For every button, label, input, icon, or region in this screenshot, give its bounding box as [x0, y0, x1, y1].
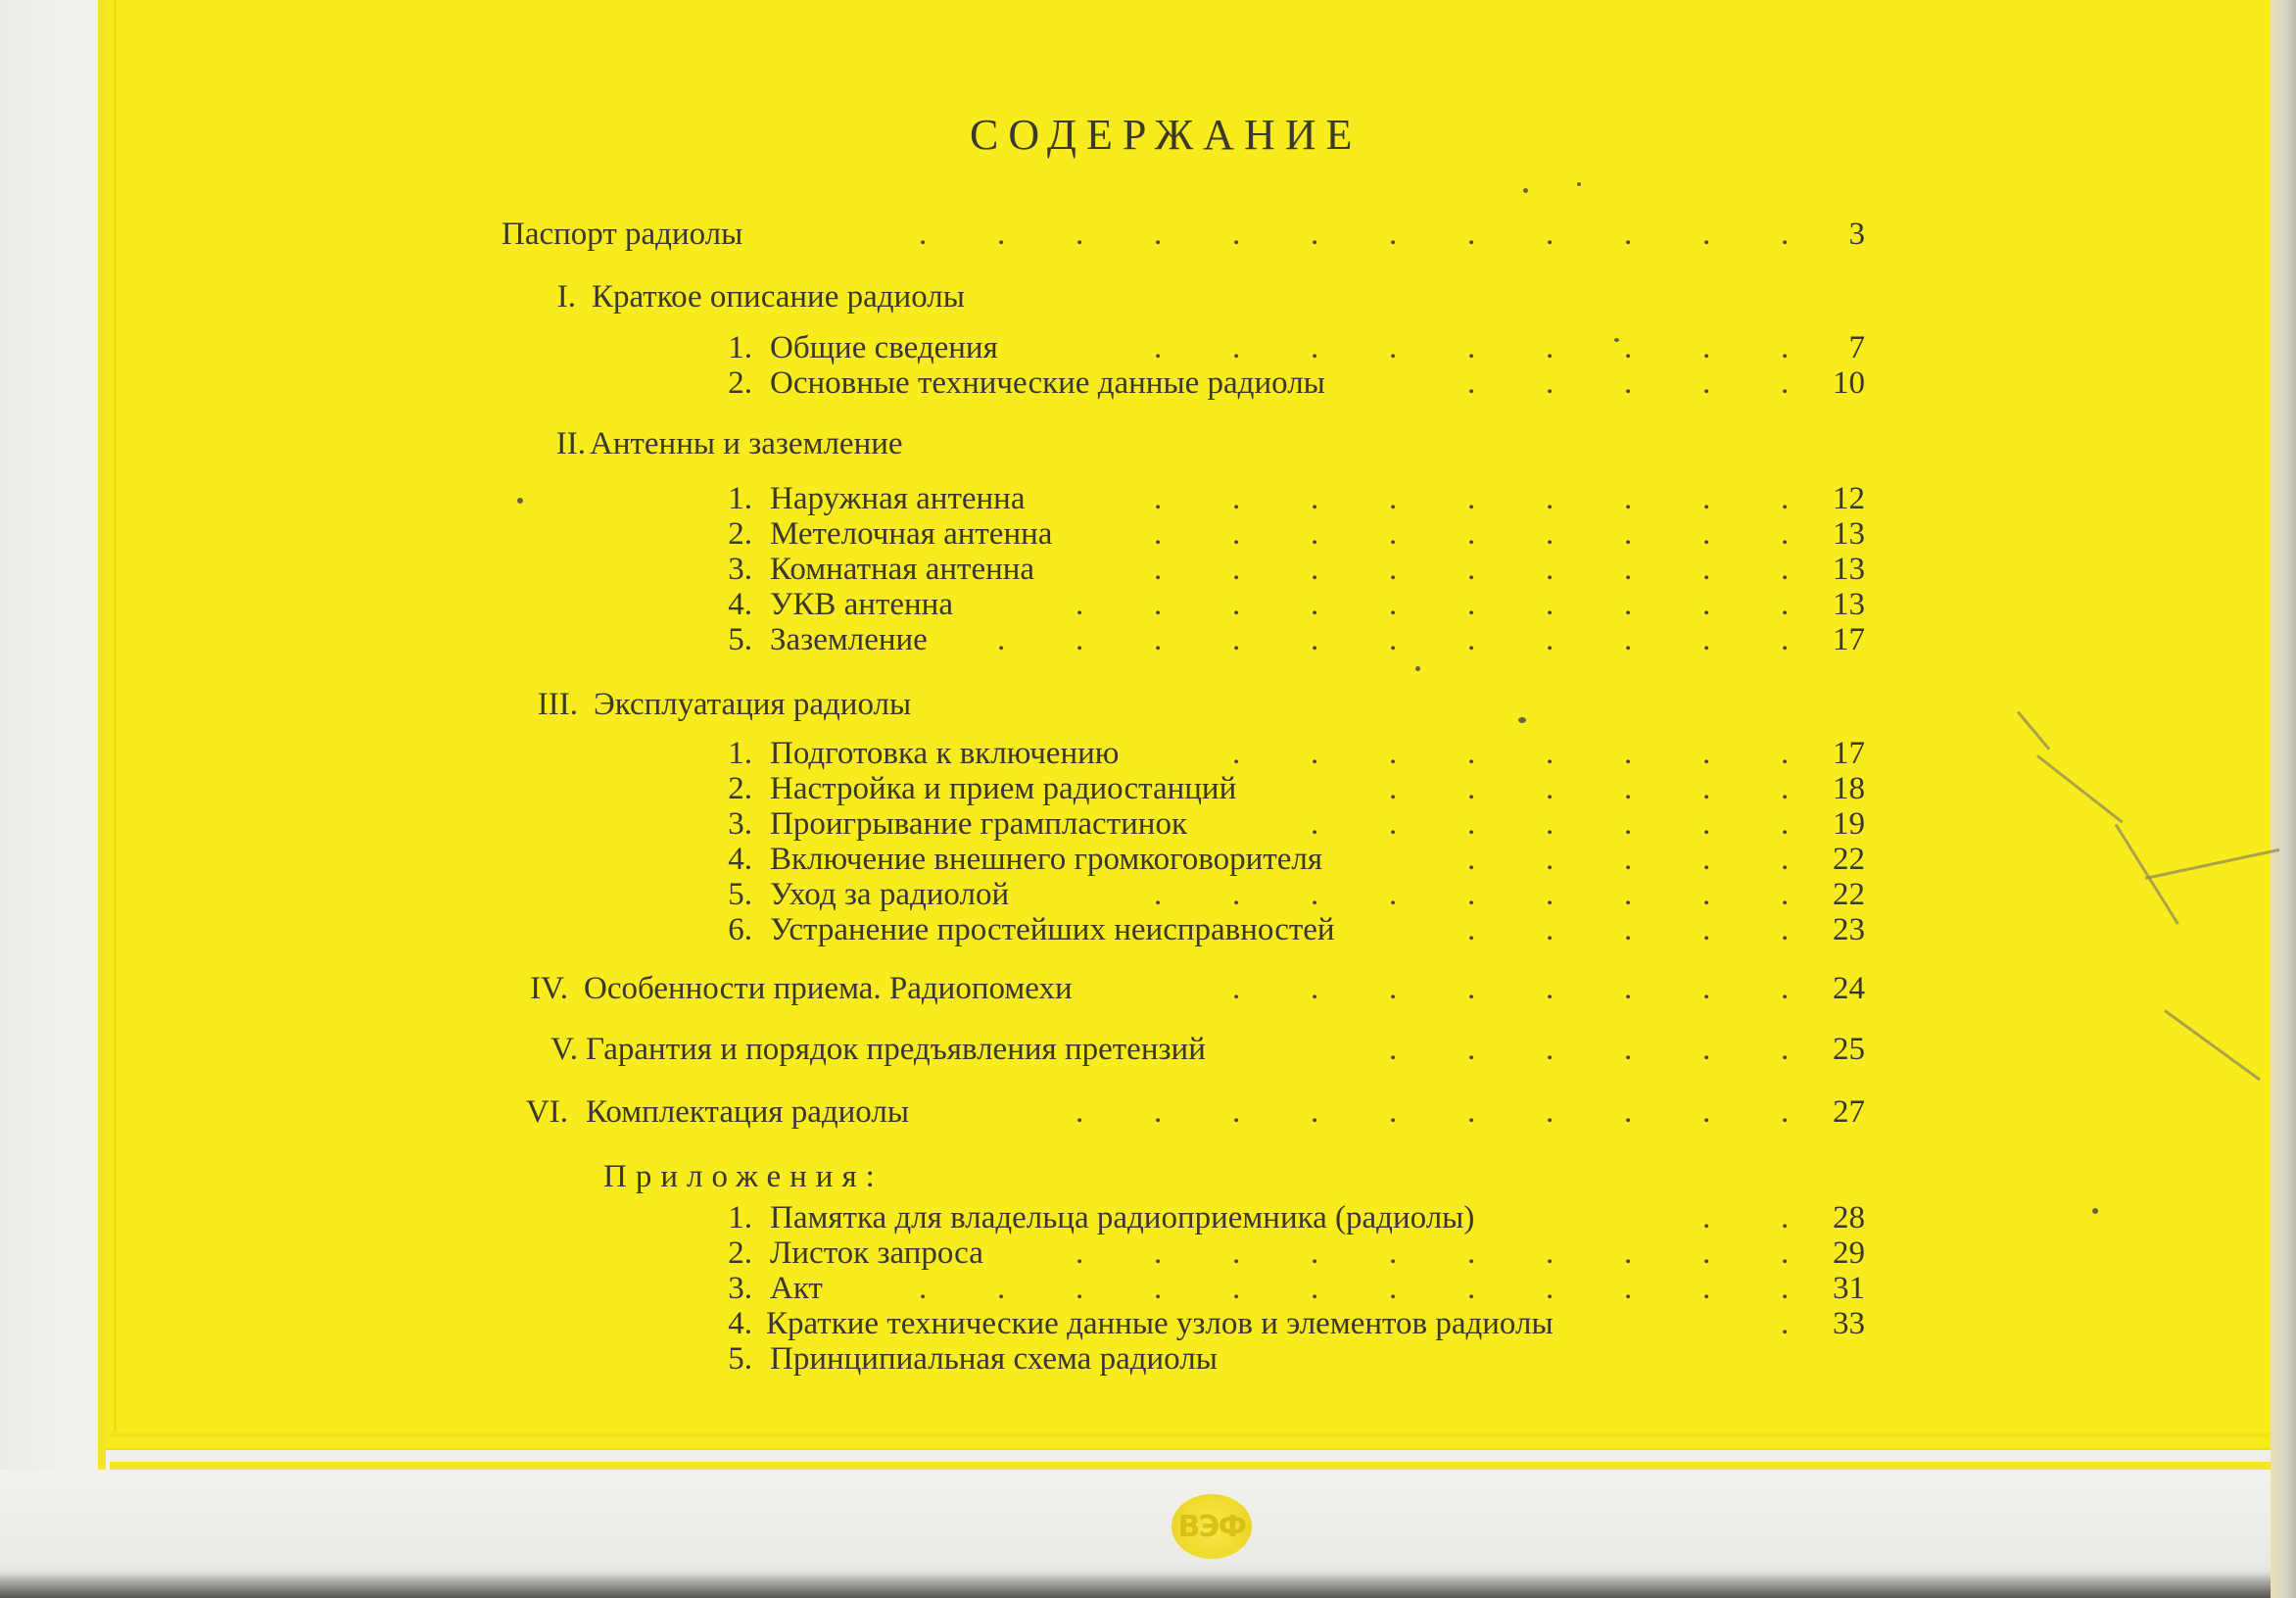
- leader-dot: .: [1702, 1235, 1711, 1271]
- leader-dot: .: [1702, 1032, 1711, 1067]
- leader-dot: .: [1624, 365, 1633, 401]
- leader-dot: .: [1702, 912, 1711, 947]
- leader-dot: .: [1781, 1235, 1790, 1271]
- leader-dot: .: [1624, 481, 1633, 516]
- leader-dot: .: [1546, 1032, 1555, 1067]
- toc-item-number: 1.: [728, 1200, 752, 1235]
- leader-dot: .: [1781, 516, 1790, 552]
- leader-dot: .: [1624, 330, 1633, 365]
- toc-row: [0, 482, 2296, 515]
- leader-dot: .: [1467, 552, 1476, 587]
- toc-page-number: 19: [1833, 806, 1865, 842]
- leader-dot: .: [1546, 587, 1555, 622]
- leader-dot: .: [1624, 971, 1633, 1006]
- leader-dot: .: [1702, 736, 1711, 771]
- leader-dot: .: [1702, 217, 1711, 252]
- toc-item-number: 5.: [728, 1341, 752, 1377]
- toc-row: [0, 1236, 2296, 1270]
- toc-page-number: 3: [1848, 217, 1865, 252]
- leader-dot: .: [1781, 1306, 1790, 1341]
- toc-row: [0, 1201, 2296, 1235]
- leader-dot: .: [1781, 1271, 1790, 1306]
- toc-item-number: 2.: [728, 771, 752, 806]
- toc-row: [0, 737, 2296, 770]
- leader-dot: .: [1702, 1271, 1711, 1306]
- toc-item-label: Метелочная антенна: [770, 516, 1053, 552]
- leader-dot: .: [1389, 1032, 1398, 1067]
- leader-dot: .: [1624, 622, 1633, 657]
- leader-dot: .: [1076, 217, 1084, 252]
- leader-dot: .: [1154, 516, 1163, 552]
- toc-row: [0, 1160, 2296, 1193]
- toc-section-number: III.: [537, 687, 578, 722]
- toc-item-number: 6.: [728, 912, 752, 947]
- appendix-heading: Приложения:: [603, 1159, 884, 1194]
- leader-dot: .: [1389, 330, 1398, 365]
- leader-dot: .: [1389, 217, 1398, 252]
- leader-dot: .: [1232, 330, 1241, 365]
- leader-dot: .: [1467, 365, 1476, 401]
- leader-dot: .: [1311, 736, 1319, 771]
- toc-row: [0, 1095, 2296, 1129]
- leader-dot: .: [1389, 552, 1398, 587]
- leader-dot: .: [1624, 771, 1633, 806]
- leader-dot: .: [1467, 217, 1476, 252]
- toc-item-label: Краткие технические данные узлов и элементов радиолы: [766, 1306, 1554, 1341]
- toc-section-label: Краткое описание радиолы: [592, 279, 965, 315]
- leader-dot: .: [1311, 552, 1319, 587]
- page-title: СОДЕРЖАНИЕ: [970, 111, 1363, 159]
- toc-section-number: VI.: [525, 1094, 568, 1130]
- toc-page-number: 13: [1833, 516, 1865, 552]
- leader-dot: .: [1389, 771, 1398, 806]
- toc-section-label: Паспорт радиолы: [502, 217, 743, 252]
- leader-dot: .: [1781, 842, 1790, 877]
- toc-row: [0, 331, 2296, 364]
- leader-dot: .: [997, 622, 1006, 657]
- leader-dot: .: [1624, 806, 1633, 842]
- leader-dot: .: [1232, 1094, 1241, 1130]
- leader-dot: .: [1624, 912, 1633, 947]
- toc-page-number: 23: [1833, 912, 1865, 947]
- leader-dot: .: [1389, 481, 1398, 516]
- toc-row: [0, 623, 2296, 656]
- toc-page-number: 18: [1833, 771, 1865, 806]
- toc-section-label: Гарантия и порядок предъявления претензий: [586, 1032, 1206, 1067]
- leader-dot: .: [1624, 587, 1633, 622]
- leader-dot: .: [1702, 842, 1711, 877]
- toc-row: [0, 1033, 2296, 1066]
- toc-item-label: Памятка для владельца радиоприемника (радиолы): [770, 1200, 1475, 1235]
- leader-dot: .: [1781, 330, 1790, 365]
- leader-dot: .: [1702, 1200, 1711, 1235]
- toc-section-label: Антенны и заземление: [590, 426, 903, 461]
- leader-dot: .: [1624, 842, 1633, 877]
- leader-dot: .: [1546, 481, 1555, 516]
- leader-dot: .: [1467, 1094, 1476, 1130]
- toc-section-number: II.: [555, 426, 586, 461]
- leader-dot: .: [1546, 971, 1555, 1006]
- leader-dot: .: [1781, 365, 1790, 401]
- leader-dot: .: [1467, 516, 1476, 552]
- leader-dot: .: [1546, 1271, 1555, 1306]
- leader-dot: .: [1467, 842, 1476, 877]
- leader-dot: .: [1546, 552, 1555, 587]
- leader-dot: .: [1702, 481, 1711, 516]
- leader-dot: .: [1781, 481, 1790, 516]
- toc-item-number: 1.: [728, 330, 752, 365]
- leader-dot: .: [1232, 736, 1241, 771]
- leader-dot: .: [1467, 736, 1476, 771]
- leader-dot: .: [1311, 330, 1319, 365]
- leader-dot: .: [1232, 971, 1241, 1006]
- toc-section-label: Комплектация радиолы: [586, 1094, 910, 1130]
- leader-dot: .: [1311, 1271, 1319, 1306]
- toc-row: [0, 843, 2296, 876]
- leader-dot: .: [1781, 912, 1790, 947]
- leader-dot: .: [919, 217, 928, 252]
- leader-dot: .: [1154, 330, 1163, 365]
- bottom-edge-shadow: [0, 1572, 2296, 1598]
- leader-dot: .: [1232, 552, 1241, 587]
- toc-item-label: Проигрывание грампластинок: [770, 806, 1187, 842]
- toc-item-label: Принципиальная схема радиолы: [770, 1341, 1218, 1377]
- toc-row: [0, 218, 2296, 251]
- leader-dot: .: [1546, 806, 1555, 842]
- toc-page-number: 17: [1833, 622, 1865, 657]
- leader-dot: .: [1781, 877, 1790, 912]
- toc-row: [0, 553, 2296, 586]
- toc-row: [0, 807, 2296, 841]
- toc-item-number: 3.: [728, 1271, 752, 1306]
- leader-dot: .: [1076, 1271, 1084, 1306]
- leader-dot: .: [1702, 365, 1711, 401]
- leader-dot: .: [1467, 1235, 1476, 1271]
- leader-dot: .: [1546, 217, 1555, 252]
- leader-dot: .: [1702, 971, 1711, 1006]
- leader-dot: .: [1154, 1271, 1163, 1306]
- toc-item-label: Заземление: [770, 622, 928, 657]
- toc-item-number: 4.: [728, 842, 752, 877]
- toc-page-number: 12: [1833, 481, 1865, 516]
- leader-dot: .: [1546, 1235, 1555, 1271]
- toc-item-number: 4.: [728, 1306, 752, 1341]
- leader-dot: .: [1232, 516, 1241, 552]
- leader-dot: .: [1624, 1032, 1633, 1067]
- leader-dot: .: [1311, 587, 1319, 622]
- leader-dot: .: [1702, 552, 1711, 587]
- leader-dot: .: [1702, 622, 1711, 657]
- toc-page-number: 17: [1833, 736, 1865, 771]
- leader-dot: .: [997, 217, 1006, 252]
- leader-dot: .: [1624, 516, 1633, 552]
- toc-page-number: 27: [1833, 1094, 1865, 1130]
- leader-dot: .: [1467, 1032, 1476, 1067]
- toc-item-number: 2.: [728, 1235, 752, 1271]
- leader-dot: .: [1781, 771, 1790, 806]
- leader-dot: .: [1154, 622, 1163, 657]
- leader-dot: .: [1546, 1094, 1555, 1130]
- toc-page-number: 28: [1833, 1200, 1865, 1235]
- leader-dot: .: [1467, 877, 1476, 912]
- leader-dot: .: [1467, 481, 1476, 516]
- leader-dot: .: [1389, 622, 1398, 657]
- toc-item-label: Включение внешнего громкоговорителя: [770, 842, 1323, 877]
- leader-dot: .: [1467, 330, 1476, 365]
- leader-dot: .: [1467, 1271, 1476, 1306]
- leader-dot: .: [1311, 1094, 1319, 1130]
- frame-bottom-line: [110, 1432, 2296, 1437]
- leader-dot: .: [1624, 1271, 1633, 1306]
- toc-page-number: 29: [1833, 1235, 1865, 1271]
- toc-row: [0, 688, 2296, 721]
- toc-row: [0, 588, 2296, 621]
- toc-page-number: 31: [1833, 1271, 1865, 1306]
- leader-dot: .: [1232, 1235, 1241, 1271]
- toc-page-number: 7: [1848, 330, 1865, 365]
- leader-dot: .: [1311, 481, 1319, 516]
- speck: [1523, 188, 1528, 193]
- toc-page-number: 33: [1833, 1306, 1865, 1341]
- leader-dot: .: [1624, 736, 1633, 771]
- leader-dot: .: [1311, 516, 1319, 552]
- leader-dot: .: [1311, 217, 1319, 252]
- leader-dot: .: [1311, 1235, 1319, 1271]
- toc-row: [0, 1342, 2296, 1376]
- leader-dot: .: [1232, 481, 1241, 516]
- leader-dot: .: [1232, 217, 1241, 252]
- leader-dot: .: [1076, 1235, 1084, 1271]
- leader-dot: .: [1546, 771, 1555, 806]
- toc-item-number: 1.: [728, 481, 752, 516]
- toc-row: [0, 427, 2296, 460]
- toc-item-label: Уход за радиолой: [770, 877, 1010, 912]
- leader-dot: .: [1154, 481, 1163, 516]
- toc-section-label: Особенности приема. Радиопомехи: [584, 971, 1073, 1006]
- leader-dot: .: [1311, 622, 1319, 657]
- leader-dot: .: [1624, 1235, 1633, 1271]
- toc-item-number: 3.: [728, 806, 752, 842]
- toc-item-label: Комнатная антенна: [770, 552, 1035, 587]
- leader-dot: .: [1781, 587, 1790, 622]
- toc-item-number: 1.: [728, 736, 752, 771]
- toc-section-label: Эксплуатация радиолы: [594, 687, 912, 722]
- leader-dot: .: [1467, 806, 1476, 842]
- toc-item-label: Общие сведения: [770, 330, 998, 365]
- leader-dot: .: [1076, 622, 1084, 657]
- leader-dot: .: [1311, 877, 1319, 912]
- leader-dot: .: [1546, 516, 1555, 552]
- leader-dot: .: [1781, 1032, 1790, 1067]
- speck: [1415, 666, 1420, 671]
- toc-item-number: 3.: [728, 552, 752, 587]
- toc-item-label: Основные технические данные радиолы: [770, 365, 1325, 401]
- leader-dot: .: [1076, 1094, 1084, 1130]
- leader-dot: .: [1702, 806, 1711, 842]
- leader-dot: .: [1781, 217, 1790, 252]
- toc-section-number: V.: [550, 1032, 578, 1067]
- leader-dot: .: [1232, 587, 1241, 622]
- leader-dot: .: [1546, 365, 1555, 401]
- leader-dot: .: [1154, 1094, 1163, 1130]
- leader-dot: .: [1624, 1094, 1633, 1130]
- leader-dot: .: [1389, 806, 1398, 842]
- leader-dot: .: [1389, 971, 1398, 1006]
- leader-dot: .: [1389, 1235, 1398, 1271]
- toc-row: [0, 280, 2296, 314]
- toc-row: [0, 878, 2296, 911]
- leader-dot: .: [1624, 552, 1633, 587]
- toc-item-number: 2.: [728, 365, 752, 401]
- toc-item-number: 5.: [728, 622, 752, 657]
- toc-page-number: 13: [1833, 552, 1865, 587]
- leader-dot: .: [1467, 587, 1476, 622]
- leader-dot: .: [1389, 736, 1398, 771]
- leader-dot: .: [1546, 877, 1555, 912]
- leader-dot: .: [1467, 971, 1476, 1006]
- toc-row: [0, 517, 2296, 551]
- toc-row: [0, 1272, 2296, 1305]
- leader-dot: .: [1467, 622, 1476, 657]
- toc-page-number: 25: [1833, 1032, 1865, 1067]
- leader-dot: .: [1781, 736, 1790, 771]
- leader-dot: .: [1389, 1094, 1398, 1130]
- toc-row: [0, 913, 2296, 946]
- leader-dot: .: [1389, 877, 1398, 912]
- leader-dot: .: [1389, 516, 1398, 552]
- toc-page-number: 10: [1833, 365, 1865, 401]
- leader-dot: .: [1781, 1094, 1790, 1130]
- leader-dot: .: [1154, 552, 1163, 587]
- leader-dot: .: [1546, 736, 1555, 771]
- toc-item-label: Акт: [770, 1271, 823, 1306]
- leader-dot: .: [1702, 330, 1711, 365]
- leader-dot: .: [1467, 912, 1476, 947]
- leader-dot: .: [1546, 912, 1555, 947]
- leader-dot: .: [1232, 877, 1241, 912]
- toc-item-label: Настройка и прием радиостанций: [770, 771, 1237, 806]
- leader-dot: .: [1781, 1200, 1790, 1235]
- leader-dot: .: [1076, 587, 1084, 622]
- leader-dot: .: [1467, 771, 1476, 806]
- leader-dot: .: [1389, 1271, 1398, 1306]
- leader-dot: .: [1781, 622, 1790, 657]
- toc-item-label: Наружная антенна: [770, 481, 1026, 516]
- leader-dot: .: [1546, 622, 1555, 657]
- leader-dot: .: [1781, 971, 1790, 1006]
- leader-dot: .: [1154, 217, 1163, 252]
- leader-dot: .: [1154, 1235, 1163, 1271]
- leader-dot: .: [1311, 806, 1319, 842]
- speck: [1577, 182, 1581, 186]
- leader-dot: .: [1154, 877, 1163, 912]
- toc-item-label: УКВ антенна: [770, 587, 953, 622]
- leader-dot: .: [1232, 1271, 1241, 1306]
- leader-dot: .: [1702, 877, 1711, 912]
- leader-dot: .: [1154, 587, 1163, 622]
- toc-page-number: 24: [1833, 971, 1865, 1006]
- leader-dot: .: [1624, 877, 1633, 912]
- toc-row: [0, 1307, 2296, 1340]
- toc-page-number: 13: [1833, 587, 1865, 622]
- leader-dot: .: [1702, 1094, 1711, 1130]
- frame-bottom-line-outer: [110, 1462, 2296, 1470]
- leader-dot: .: [1389, 587, 1398, 622]
- toc-row: [0, 772, 2296, 805]
- leader-dot: .: [997, 1271, 1006, 1306]
- leader-dot: .: [1781, 806, 1790, 842]
- toc-item-label: Устранение простейших неисправностей: [770, 912, 1335, 947]
- publisher-logo-icon: ВЭФ: [1172, 1494, 1252, 1559]
- leader-dot: .: [1624, 217, 1633, 252]
- toc-item-number: 5.: [728, 877, 752, 912]
- toc-item-label: Листок запроса: [770, 1235, 983, 1271]
- leader-dot: .: [1311, 971, 1319, 1006]
- toc-page-number: 22: [1833, 842, 1865, 877]
- toc-item-number: 4.: [728, 587, 752, 622]
- leader-dot: .: [1546, 330, 1555, 365]
- leader-dot: .: [919, 1271, 928, 1306]
- leader-dot: .: [1702, 516, 1711, 552]
- toc-item-number: 2.: [728, 516, 752, 552]
- toc-page-number: 22: [1833, 877, 1865, 912]
- leader-dot: .: [1702, 587, 1711, 622]
- toc-section-number: IV.: [530, 971, 568, 1006]
- toc-item-label: Подготовка к включению: [770, 736, 1120, 771]
- leader-dot: .: [1546, 842, 1555, 877]
- leader-dot: .: [1781, 552, 1790, 587]
- toc-row: [0, 366, 2296, 400]
- toc-section-number: I.: [556, 279, 576, 315]
- leader-dot: .: [1232, 622, 1241, 657]
- leader-dot: .: [1702, 771, 1711, 806]
- toc-row: [0, 972, 2296, 1005]
